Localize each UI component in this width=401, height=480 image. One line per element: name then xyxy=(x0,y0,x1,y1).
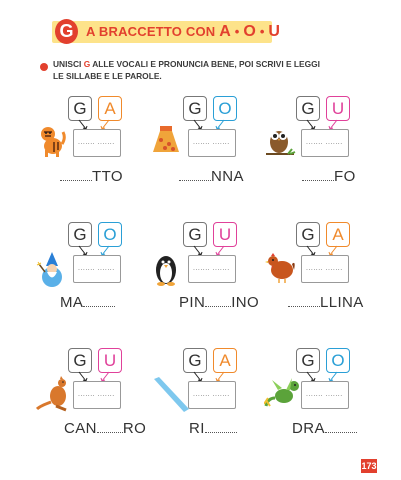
word-to-complete xyxy=(292,420,357,437)
syllable-answer-box[interactable] xyxy=(301,255,349,283)
title-prefix: A BRACCETTO CON xyxy=(86,24,216,39)
word-blank[interactable] xyxy=(325,420,357,433)
answer-placeholder: ....... ....... xyxy=(306,391,343,398)
word-to-complete xyxy=(189,420,237,437)
dragon-icon xyxy=(264,376,304,415)
title-separator: • xyxy=(234,24,240,39)
word-prefix: DRA xyxy=(292,420,325,437)
word-to-complete xyxy=(60,294,115,311)
answer-placeholder: ....... ....... xyxy=(78,265,115,272)
title-separator: • xyxy=(259,24,265,39)
vowel-card[interactable]: O xyxy=(98,222,122,247)
word-prefix: MA xyxy=(60,294,84,311)
answer-placeholder: ....... ....... xyxy=(78,391,115,398)
syllable-answer-box[interactable] xyxy=(188,129,236,157)
answer-placeholder: ....... ....... xyxy=(193,265,230,272)
word-blank[interactable] xyxy=(60,168,92,181)
answer-placeholder: ....... ....... xyxy=(193,391,230,398)
consonant-card[interactable]: G xyxy=(296,222,320,247)
vowel-card[interactable]: A xyxy=(213,348,237,373)
consonant-card[interactable]: G xyxy=(68,222,92,247)
instruction-part1: UNISCI xyxy=(53,59,84,69)
consonant-card[interactable]: G xyxy=(183,222,207,247)
syllable-answer-box[interactable] xyxy=(73,381,121,409)
word-suffix: TTO xyxy=(92,168,123,185)
penguin-icon xyxy=(151,250,181,293)
word-suffix: LLINA xyxy=(320,294,364,311)
exercise-item xyxy=(34,222,144,342)
instruction-line2: LE SILLABE E LE PAROLE. xyxy=(53,71,162,81)
instruction-part2: ALLE VOCALI E PRONUNCIA BENE, POI SCRIVI E LEGGI xyxy=(90,59,320,69)
word-blank[interactable] xyxy=(288,294,320,307)
exercise-item xyxy=(262,348,372,468)
answer-placeholder: ....... ....... xyxy=(78,139,115,146)
consonant-card[interactable]: G xyxy=(183,96,207,121)
exercise-item xyxy=(149,222,259,342)
word-blank[interactable] xyxy=(205,294,231,307)
owl-icon xyxy=(264,124,296,163)
word-blank[interactable] xyxy=(97,420,123,433)
page-number: 173 xyxy=(361,461,377,471)
word-suffix: INO xyxy=(231,294,260,311)
word-to-complete xyxy=(179,168,244,185)
answer-placeholder: ....... ....... xyxy=(306,139,343,146)
syllable-answer-box[interactable] xyxy=(301,129,349,157)
exercise-item xyxy=(262,222,372,342)
word-blank[interactable] xyxy=(205,420,237,433)
title-vowel-a: A xyxy=(219,23,231,40)
title-vowel-o: O xyxy=(243,23,257,40)
answer-placeholder: ....... ....... xyxy=(306,265,343,272)
consonant-card[interactable]: G xyxy=(68,96,92,121)
word-to-complete xyxy=(302,168,356,185)
exercise-item xyxy=(149,96,259,216)
instruction-text xyxy=(53,58,353,82)
word-blank[interactable] xyxy=(179,168,211,181)
consonant-card[interactable]: G xyxy=(296,348,320,373)
kangaroo-icon xyxy=(36,376,76,417)
wizard-icon xyxy=(36,250,68,293)
vowel-card[interactable]: O xyxy=(213,96,237,121)
syllable-answer-box[interactable] xyxy=(73,129,121,157)
skirt-icon xyxy=(151,124,181,161)
vowel-card[interactable]: U xyxy=(98,348,122,373)
title-vowel-u: U xyxy=(268,23,281,40)
vowel-card[interactable]: U xyxy=(326,96,350,121)
vowel-card[interactable]: U xyxy=(213,222,237,247)
exercise-item xyxy=(262,96,372,216)
word-suffix: NNA xyxy=(211,168,244,185)
word-prefix: CAN xyxy=(64,420,97,437)
instruction-bullet xyxy=(40,63,48,71)
syllable-answer-box[interactable] xyxy=(301,381,349,409)
word-prefix: PIN xyxy=(179,294,206,311)
syllable-answer-box[interactable] xyxy=(188,381,236,409)
word-prefix: RI xyxy=(189,420,205,437)
word-to-complete xyxy=(179,294,259,311)
instruction-highlight: G xyxy=(83,59,91,69)
word-to-complete xyxy=(60,168,123,185)
exercise-item xyxy=(149,348,259,468)
word-to-complete xyxy=(64,420,146,437)
consonant-card[interactable]: G xyxy=(68,348,92,373)
hen-icon xyxy=(264,250,296,289)
syllable-answer-box[interactable] xyxy=(188,255,236,283)
word-blank[interactable] xyxy=(83,294,115,307)
word-suffix: FO xyxy=(334,168,356,185)
consonant-card[interactable]: G xyxy=(183,348,207,373)
exercise-item xyxy=(34,348,147,468)
syllable-answer-box[interactable] xyxy=(73,255,121,283)
answer-placeholder: ....... ....... xyxy=(193,139,230,146)
vowel-card[interactable]: O xyxy=(326,348,350,373)
ruler-icon xyxy=(151,376,191,421)
exercise-item xyxy=(34,96,144,216)
tiger-icon xyxy=(36,124,66,163)
word-blank[interactable] xyxy=(302,168,334,181)
vowel-card[interactable]: A xyxy=(98,96,122,121)
letter-g-badge: G xyxy=(55,19,78,44)
word-suffix: RO xyxy=(122,420,147,437)
word-to-complete xyxy=(288,294,364,311)
consonant-card[interactable]: G xyxy=(296,96,320,121)
page-title xyxy=(86,23,280,41)
vowel-card[interactable]: A xyxy=(326,222,350,247)
